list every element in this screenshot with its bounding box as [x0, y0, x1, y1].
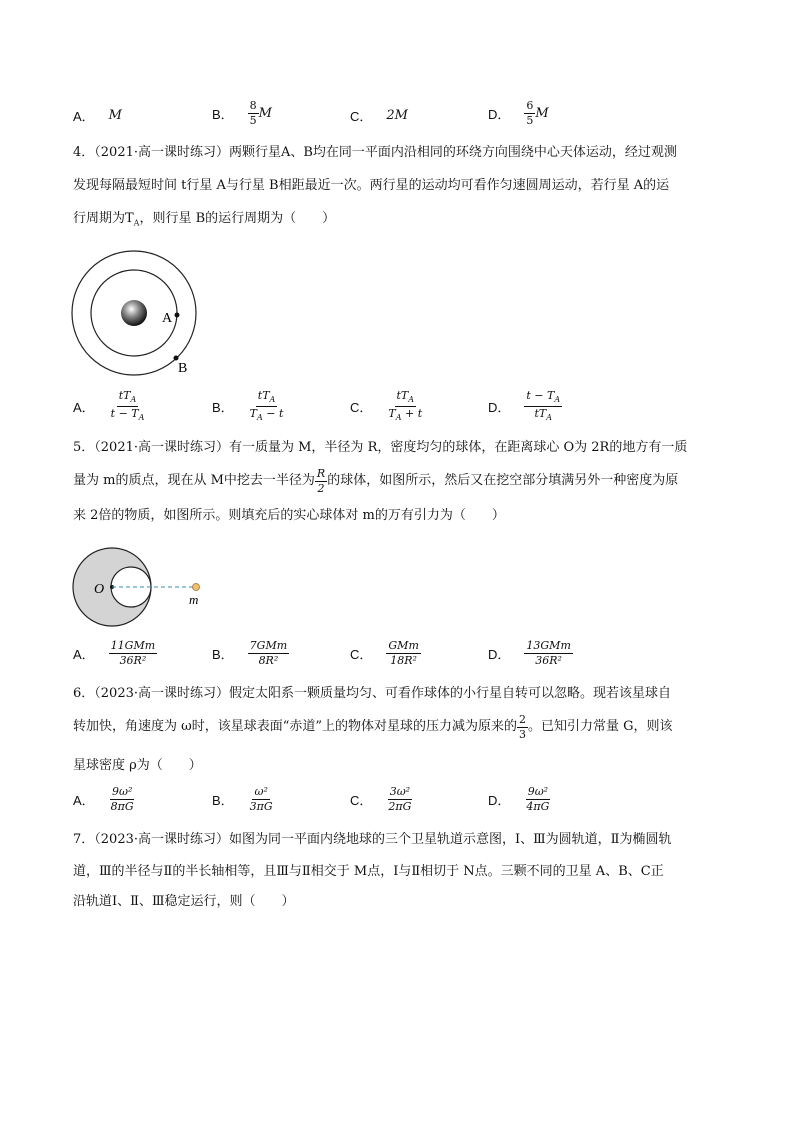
- point-mass: [193, 584, 200, 591]
- q4-line-3: 行周期为$T_A$，则行星 B的运行周期为（ ）: [73, 211, 336, 228]
- q7-line-3: 沿轨道Ⅰ、Ⅱ、Ⅲ稳定运行，则（ ）: [73, 894, 295, 909]
- label-b: B: [178, 361, 188, 376]
- q6-option-b: B． $\frac{\text{ω²}}{3\pi G}$: [212, 785, 273, 813]
- option-label: D．: [488, 106, 511, 122]
- q5-line-3: 来 2倍的物质，如图所示。则填充后的实心球体对 m的万有引力为（ ）: [73, 508, 505, 523]
- q4-option-b: B． $\frac{tT_A}{T_A - t}$: [212, 389, 284, 422]
- q5-option-d: D． $\frac{\text{13GMm}}{\text{36R²}}$: [488, 639, 571, 667]
- option-label: C．: [350, 109, 373, 124]
- q5-line-1: 5．（2021·高一课时练习）有一质量为 M，半径为 R，密度均匀的球体，在距离球心 O为 2R的地方有一质: [73, 440, 688, 455]
- option-label: B．: [212, 106, 234, 122]
- planet-b-dot: [174, 356, 179, 361]
- option-fraction: $\frac{8}{5}$: [249, 99, 257, 127]
- q4-line-2: 发现每隔最短时间 t行星 A与行星 B相距最近一次。两行星的运动均可看作匀速圆周运动，若行星 A的运: [73, 178, 670, 193]
- q4-option-a: A． $\frac{tT_A}{t - T_A}$: [73, 389, 145, 422]
- option-fraction: $\frac{6}{5}$: [526, 99, 534, 127]
- q3-option-a: [73, 106, 122, 125]
- label-o: O: [94, 582, 105, 597]
- q6-option-a: A． $\frac{\text{9ω²}}{8\pi G}$: [73, 785, 134, 813]
- option-text: 2M: [386, 108, 408, 123]
- q5-line-2: 量为 m的质点，现在从 M中挖去一半径为 $\frac{R}{2}$ 的球体，如图所示，然后又在挖空部分填满另外一种密度为原: [73, 467, 679, 495]
- q6-line-1: 6．（2023·高一课时练习）假定太阳系一颗质量均匀、可看作球体的小行星自转可以忽略。现若该星球自: [73, 686, 671, 701]
- q3-option-b: B． $\frac{8}{5}$ M: [212, 99, 272, 127]
- q4-line-1: 4．（2021·高一课时练习）两颗行星A、B均在同一平面内沿相同的环绕方向围绕中心天体运动，经过观测: [73, 145, 677, 160]
- orbit-diagram: [70, 232, 210, 382]
- q6-option-c: C． $\frac{\text{3ω²}}{2\pi G}$: [350, 785, 412, 813]
- q7-line-1: 7．（2023·高一课时练习）如图为同一平面内绕地球的三个卫星轨道示意图，Ⅰ、Ⅲ为圆轨道，Ⅱ为椭圆轨: [73, 832, 672, 847]
- q4-option-c: C． $\frac{tT_A}{T_A + t}$: [350, 389, 423, 422]
- q5-option-c: C． $\frac{\text{GMm}}{\text{18R²}}$: [350, 639, 419, 667]
- q4-option-d: D． $\frac{t - T_A}{tT_A}$: [488, 389, 561, 422]
- q3-option-c: [350, 106, 408, 125]
- q6-line-2: 转加快，角速度为 ω时，该星球表面“赤道”上的物体对星球的压力减为原来的 $\frac{2}{3}$ 。已知引力常量 G，则该: [73, 713, 673, 741]
- q5-option-b: B． $\frac{\text{7GMm}}{\text{8R²}}$: [212, 639, 288, 667]
- q7-line-2: 道，Ⅲ的半径与Ⅱ的半长轴相等，且Ⅲ与Ⅱ相交于 M点，Ⅰ与Ⅱ相切于 N点。三颗不同的卫星 A、B、C正: [73, 864, 664, 879]
- label-a: A: [162, 311, 173, 326]
- label-m: m: [189, 592, 199, 607]
- hollow-sphere-diagram: [70, 546, 220, 630]
- q6-line-3: 星球密度 ρ为（ ）: [73, 758, 202, 773]
- q3-option-d: D． $\frac{6}{5}$ M: [488, 99, 549, 127]
- cavity: [111, 567, 151, 607]
- option-text: M: [108, 108, 122, 123]
- q6-option-d: D． $\frac{\text{9ω²}}{4\pi G}$: [488, 785, 550, 813]
- planet-a-dot: [175, 313, 180, 318]
- option-label: A．: [73, 109, 95, 124]
- q5-option-a: A． $\frac{\text{11GMm}}{\text{36R²}}$: [73, 639, 156, 667]
- central-body: [121, 300, 147, 326]
